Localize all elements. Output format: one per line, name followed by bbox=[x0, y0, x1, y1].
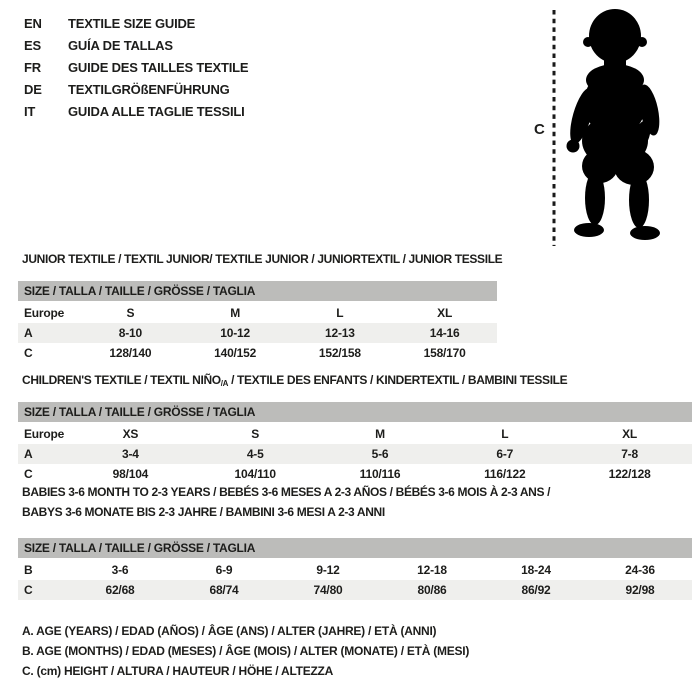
footnote-b: B. AGE (MONTHS) / EDAD (MESES) / ÂGE (MOIS) / ALTER (MONATE) / ETÀ (MESI) bbox=[22, 644, 470, 658]
table-cell: 122/128 bbox=[608, 467, 651, 481]
title-subscript: /A bbox=[220, 379, 229, 388]
size-header-bar: SIZE / TALLA / TAILLE / GRÖSSE / TAGLIA bbox=[18, 281, 497, 301]
table-row-height bbox=[18, 464, 692, 484]
children-size-table bbox=[18, 402, 692, 484]
table-cell: L bbox=[336, 306, 344, 320]
language-row-it bbox=[24, 101, 248, 123]
table-cell: XS bbox=[122, 427, 139, 441]
table-cell: 110/116 bbox=[359, 467, 401, 481]
table-cell: 128/140 bbox=[109, 346, 152, 360]
language-label: GUIDE DES TAILLES TEXTILE bbox=[68, 60, 249, 75]
table-cell: 116/122 bbox=[484, 467, 526, 481]
table-row-age-years bbox=[18, 444, 692, 464]
table-row-height bbox=[18, 343, 497, 363]
table-cell: S bbox=[251, 427, 260, 441]
table-cell: 12-13 bbox=[325, 326, 355, 340]
table-row-height bbox=[18, 580, 692, 600]
table-cell: 104/110 bbox=[234, 467, 276, 481]
table-row-europe bbox=[18, 303, 497, 323]
row-label: Europe bbox=[24, 306, 65, 320]
footnote-a: A. AGE (YEARS) / EDAD (AÑOS) / ÂGE (ANS) / ALTER (JAHRE) / ETÀ (ANNI) bbox=[22, 624, 437, 638]
size-header-bar: SIZE / TALLA / TAILLE / GRÖSSE / TAGLIA bbox=[18, 402, 692, 422]
row-label: B bbox=[24, 563, 33, 577]
row-label: Europe bbox=[24, 427, 65, 441]
table-cell: 8-10 bbox=[118, 326, 142, 340]
row-label: A bbox=[24, 447, 33, 461]
table-cell: 5-6 bbox=[371, 447, 389, 461]
footnotes-block bbox=[22, 621, 469, 681]
table-row-europe bbox=[18, 424, 692, 444]
babies-title-line2: BABYS 3-6 MONATE BIS 2-3 JAHRE / BAMBINI 3-6 MESI A 2-3 ANNI bbox=[22, 505, 385, 519]
figure-graphic bbox=[540, 6, 695, 246]
table-cell: 4-5 bbox=[246, 447, 264, 461]
table-cell: 12-18 bbox=[417, 563, 447, 577]
language-code: DE bbox=[24, 82, 42, 97]
language-label: TEXTILE SIZE GUIDE bbox=[68, 16, 196, 31]
junior-size-table bbox=[18, 281, 497, 363]
table-cell: 92/98 bbox=[625, 583, 655, 597]
table-cell: 140/152 bbox=[214, 346, 257, 360]
toddler-silhouette-icon bbox=[565, 9, 663, 240]
table-cell: S bbox=[126, 306, 135, 320]
language-row-en bbox=[24, 13, 248, 35]
babies-table-title bbox=[22, 482, 550, 522]
table-cell: 24-36 bbox=[625, 563, 655, 577]
table-cell: M bbox=[375, 427, 385, 441]
table-cell: 6-9 bbox=[215, 563, 233, 577]
table-cell: L bbox=[501, 427, 509, 441]
babies-size-table bbox=[18, 538, 692, 600]
language-code: FR bbox=[24, 60, 41, 75]
babies-title-line1: BABIES 3-6 MONTH TO 2-3 YEARS / BEBÉS 3-6 MESES A 2-3 AÑOS / BÉBÉS 3-6 MOIS À 2-3 ANS / bbox=[22, 485, 551, 499]
table-cell: 68/74 bbox=[209, 583, 239, 597]
table-cell: 7-8 bbox=[621, 447, 638, 461]
language-label: TEXTILGRÖßENFÜHRUNG bbox=[68, 82, 230, 97]
table-row-age-years bbox=[18, 323, 497, 343]
row-label: C bbox=[24, 467, 33, 481]
table-cell: 3-4 bbox=[122, 447, 139, 461]
table-row-age-months bbox=[18, 560, 692, 580]
children-table-title bbox=[22, 373, 567, 388]
table-cell: 62/68 bbox=[105, 583, 135, 597]
table-cell: 98/104 bbox=[112, 467, 149, 481]
language-row-fr bbox=[24, 57, 248, 79]
table-cell: 80/86 bbox=[417, 583, 447, 597]
table-cell: 74/80 bbox=[313, 583, 343, 597]
language-row-es bbox=[24, 35, 248, 57]
table-cell: 10-12 bbox=[220, 326, 250, 340]
table-cell: M bbox=[230, 306, 241, 320]
table-cell: XL bbox=[622, 427, 638, 441]
language-row-de bbox=[24, 79, 248, 101]
row-label: C bbox=[24, 346, 33, 360]
title-text: CHILDREN'S TEXTILE / TEXTIL NIÑO bbox=[22, 373, 221, 387]
table-cell: 3-6 bbox=[111, 563, 129, 577]
height-marker-label: C bbox=[534, 121, 545, 138]
table-cell: 86/92 bbox=[521, 583, 551, 597]
junior-table-title: JUNIOR TEXTILE / TEXTIL JUNIOR/ TEXTILE JUNIOR / JUNIORTEXTIL / JUNIOR TESSILE bbox=[22, 252, 503, 266]
table-cell: 158/170 bbox=[423, 346, 466, 360]
language-code: EN bbox=[24, 16, 42, 31]
language-guide-block bbox=[24, 13, 248, 123]
table-cell: 152/158 bbox=[318, 346, 361, 360]
table-cell: 18-24 bbox=[521, 563, 551, 577]
table-cell: 9-12 bbox=[316, 563, 340, 577]
size-header-bar: SIZE / TALLA / TAILLE / GRÖSSE / TAGLIA bbox=[18, 538, 692, 558]
language-code: IT bbox=[24, 104, 36, 119]
table-cell: 6-7 bbox=[496, 447, 514, 461]
table-cell: 14-16 bbox=[429, 326, 460, 340]
language-label: GUIDA ALLE TAGLIE TESSILI bbox=[68, 104, 245, 119]
row-label: A bbox=[24, 326, 33, 340]
table-cell: XL bbox=[437, 306, 453, 320]
row-label: C bbox=[24, 583, 33, 597]
title-text: / TEXTILE DES ENFANTS / KINDERTEXTIL / BAMBINI TESSILE bbox=[228, 373, 568, 387]
language-label: GUÍA DE TALLAS bbox=[68, 38, 173, 53]
language-code: ES bbox=[24, 38, 41, 53]
footnote-c: C. (cm) HEIGHT / ALTURA / HAUTEUR / HÖHE / ALTEZZA bbox=[22, 664, 334, 678]
